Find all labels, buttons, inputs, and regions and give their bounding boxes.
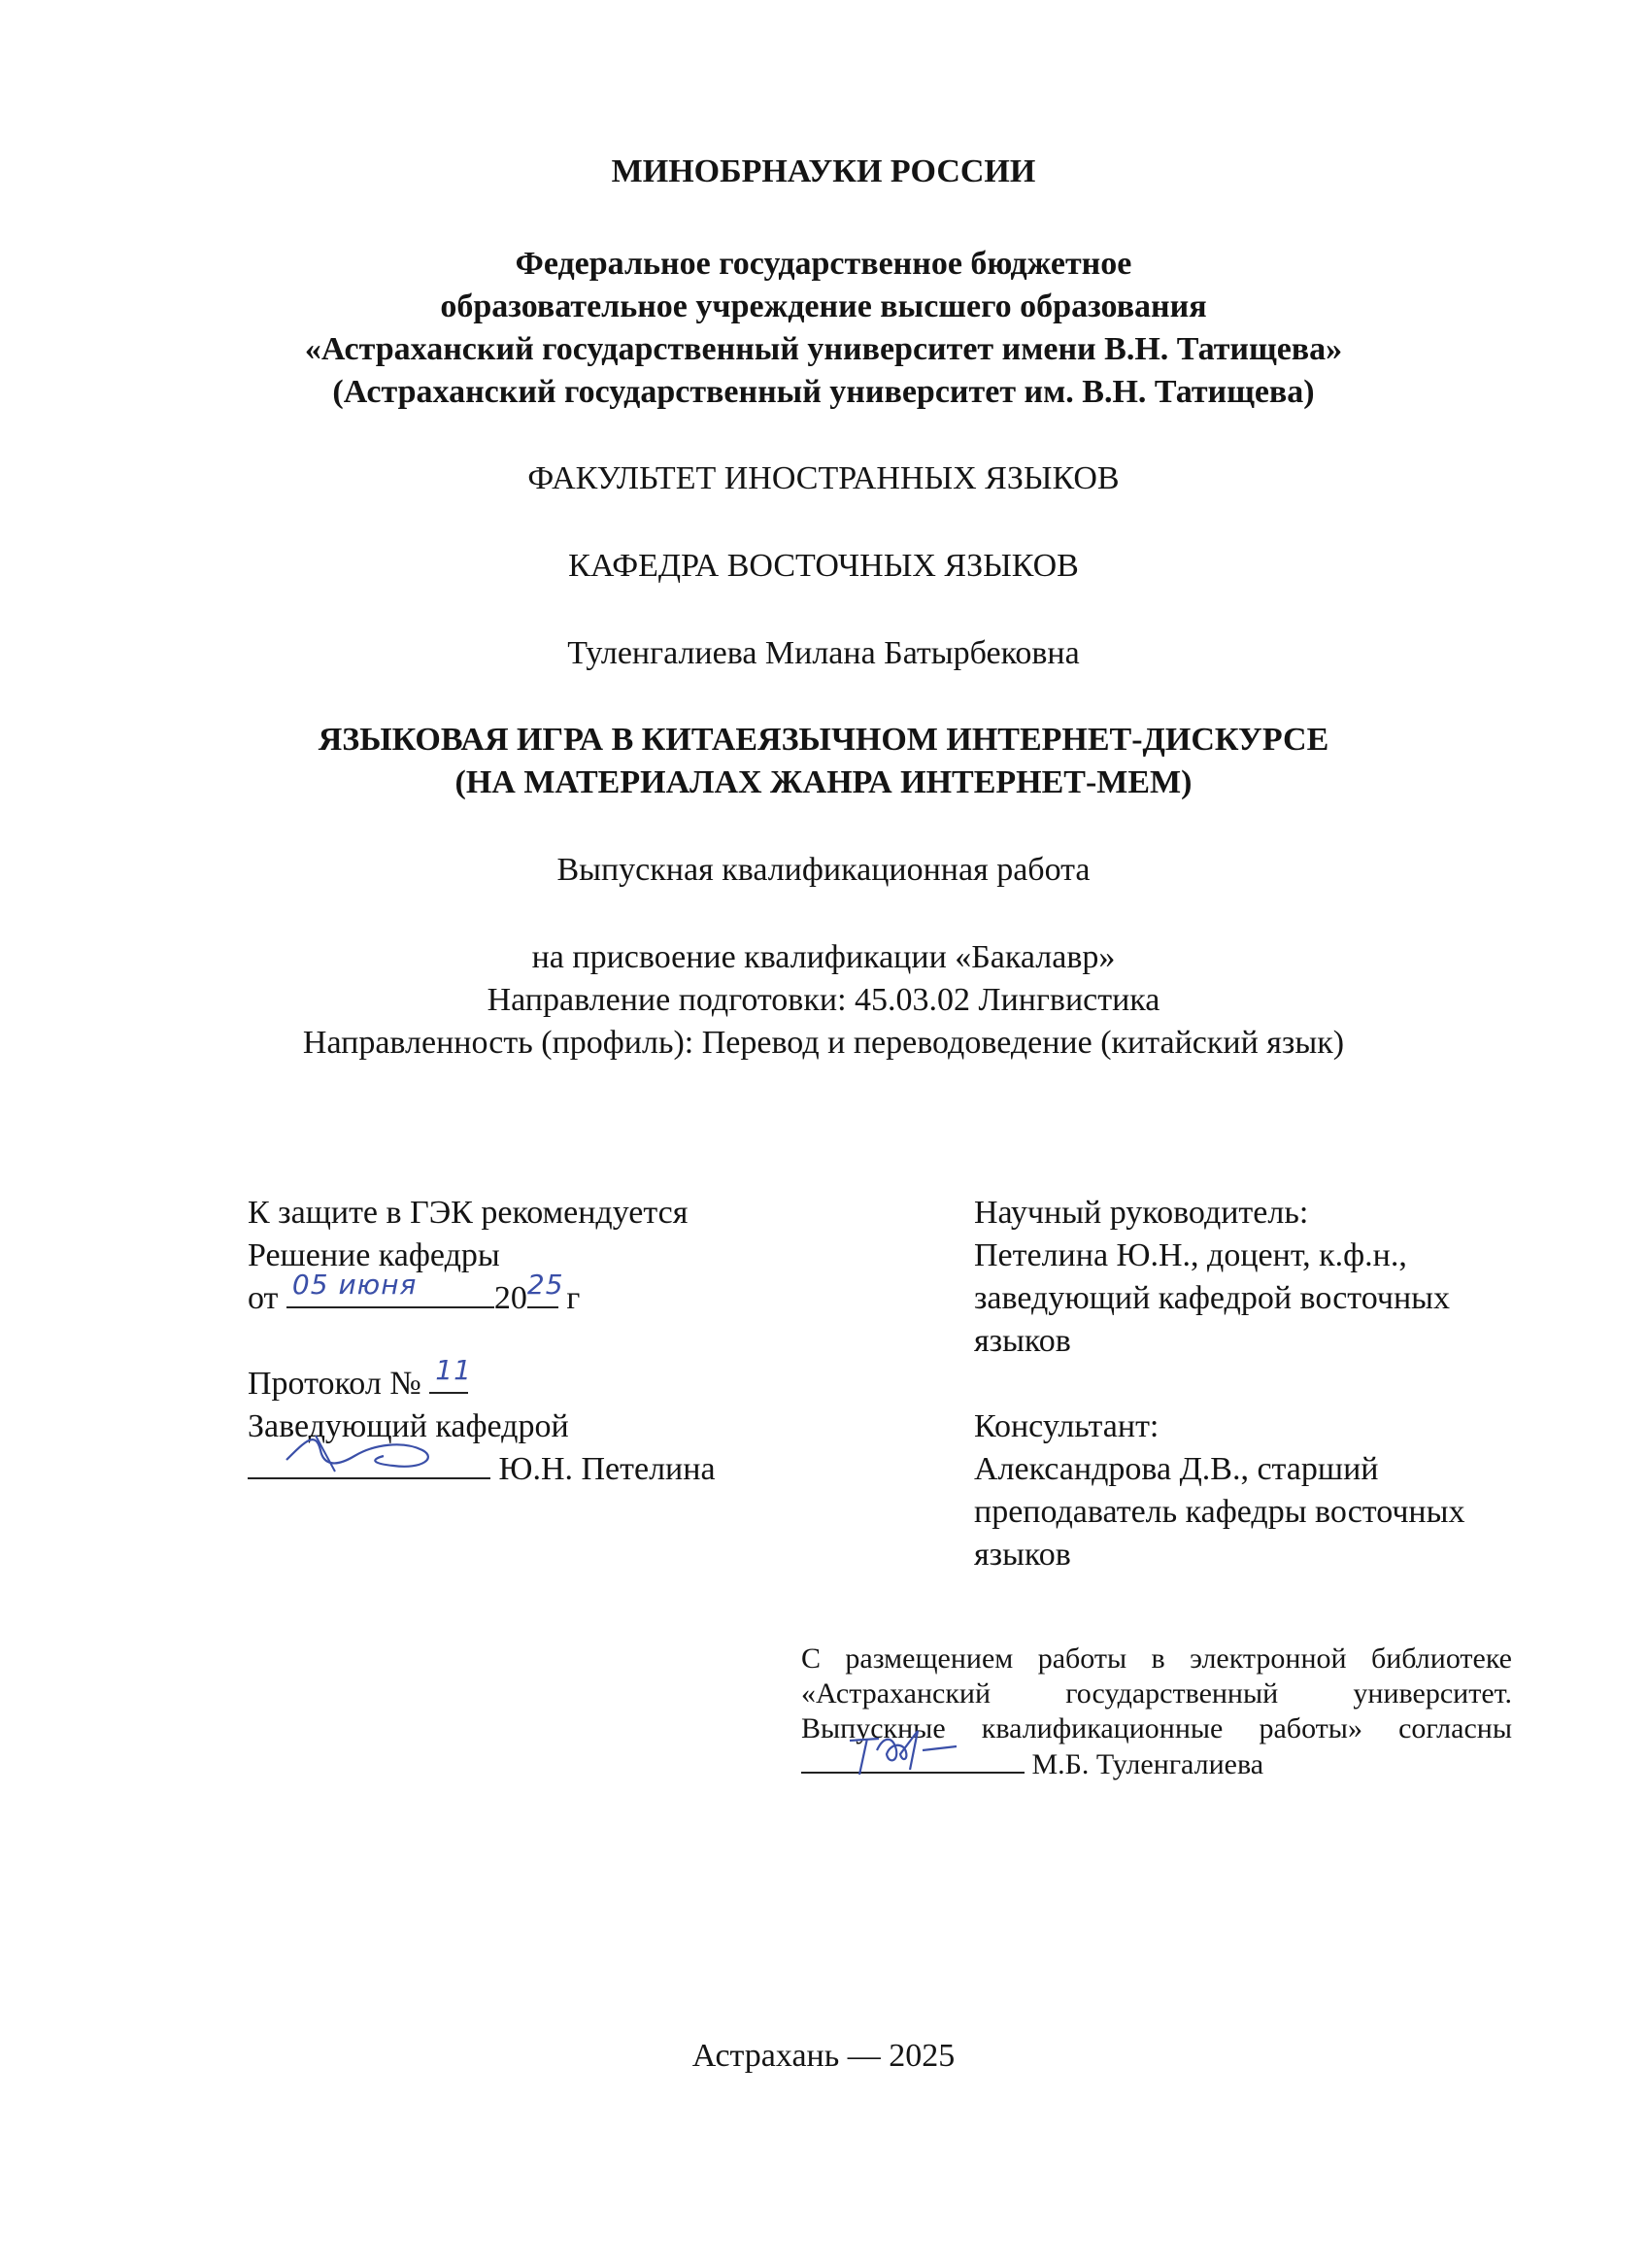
- head-signature-field: [248, 1448, 490, 1479]
- supervisors-block: [974, 1192, 1596, 1576]
- consent-line-2: «Астраханский государственный университет.: [801, 1677, 1512, 1709]
- institution-line-2: образовательное учреждение высшего образования: [440, 288, 1207, 324]
- author-signature-field: [801, 1746, 1025, 1774]
- department-name: КАФЕДРА ВОСТОЧНЫХ ЯЗЫКОВ: [568, 548, 1079, 584]
- year-prefix: 20: [493, 1280, 527, 1316]
- profile-line: Направленность (профиль): Перевод и переводоведение (китайский язык): [302, 1025, 1345, 1061]
- institution-line-3: «Астраханский государственный университет имени В.Н. Татищева»: [304, 331, 1343, 367]
- faculty-name: ФАКУЛЬТЕТ ИНОСТРАННЫХ ЯЗЫКОВ: [527, 460, 1120, 496]
- year-handwritten: 25: [526, 1269, 564, 1301]
- author-signature: [840, 1721, 995, 1779]
- head-label: Заведующий кафедрой: [248, 1408, 569, 1444]
- recommend-text: К защите в ГЭК рекомендуется: [248, 1195, 689, 1231]
- consent-signer: М.Б. Туленгалиева: [1031, 1748, 1264, 1780]
- thesis-title-line-1: ЯЗЫКОВАЯ ИГРА В КИТАЕЯЗЫЧНОМ ИНТЕРНЕТ-ДИСКУРСЕ: [318, 722, 1329, 758]
- institution-line-4: (Астраханский государственный университет им. В.Н. Татищева): [332, 374, 1315, 410]
- consent-line-1: С размещением работы в электронной библиотеке: [801, 1642, 1512, 1675]
- head-name: Ю.Н. Петелина: [498, 1451, 716, 1487]
- author-name: Туленгалиева Милана Батырбековна: [567, 635, 1080, 671]
- date-handwritten: 05 июня: [291, 1269, 418, 1301]
- work-type: Выпускная квалификационная работа: [556, 852, 1091, 888]
- consultant-line-3: языков: [974, 1537, 1071, 1573]
- protocol-handwritten: 11: [435, 1354, 472, 1386]
- city-year: Астрахань — 2025: [691, 2038, 956, 2074]
- direction-line: Направление подготовки: 45.03.02 Лингвистика: [487, 982, 1160, 1018]
- institution-line-1: Федеральное государственное бюджетное: [515, 246, 1132, 282]
- approval-block: [248, 1192, 791, 1491]
- supervisor-line-2: заведующий кафедрой восточных: [974, 1280, 1450, 1316]
- consent-block: [801, 1642, 1512, 1782]
- protocol-line: [248, 1354, 791, 1405]
- decision-text: Решение кафедры: [248, 1237, 500, 1273]
- consultant-line-1: Александрова Д.В., старший: [974, 1451, 1379, 1487]
- qualification-line: на присвоение квалификации «Бакалавр»: [531, 939, 1116, 975]
- consultant-label: Консультант:: [974, 1408, 1160, 1444]
- head-signature: [277, 1421, 471, 1479]
- date-field: [286, 1269, 494, 1308]
- date-prefix: от: [248, 1280, 279, 1316]
- supervisor-line-3: языков: [974, 1323, 1071, 1359]
- head-signature-line: [248, 1448, 791, 1491]
- protocol-label: Протокол №: [248, 1366, 421, 1402]
- supervisor-label: Научный руководитель:: [974, 1195, 1309, 1231]
- supervisor-line-1: Петелина Ю.Н., доцент, к.ф.н.,: [974, 1237, 1407, 1273]
- thesis-title-line-2: (НА МАТЕРИАЛАХ ЖАНРА ИНТЕРНЕТ-МЕМ): [454, 764, 1193, 800]
- decision-date-line: [248, 1269, 791, 1320]
- year-field: [526, 1269, 564, 1308]
- protocol-field: [429, 1354, 472, 1394]
- consultant-line-2: преподаватель кафедры восточных: [974, 1494, 1465, 1530]
- year-suffix: г: [566, 1280, 581, 1316]
- ministry-title: МИНОБРНАУКИ РОССИИ: [611, 153, 1036, 189]
- consent-line-3: Выпускные квалификационные работы» согласны: [801, 1712, 1512, 1744]
- consent-signature-line: [801, 1746, 1512, 1782]
